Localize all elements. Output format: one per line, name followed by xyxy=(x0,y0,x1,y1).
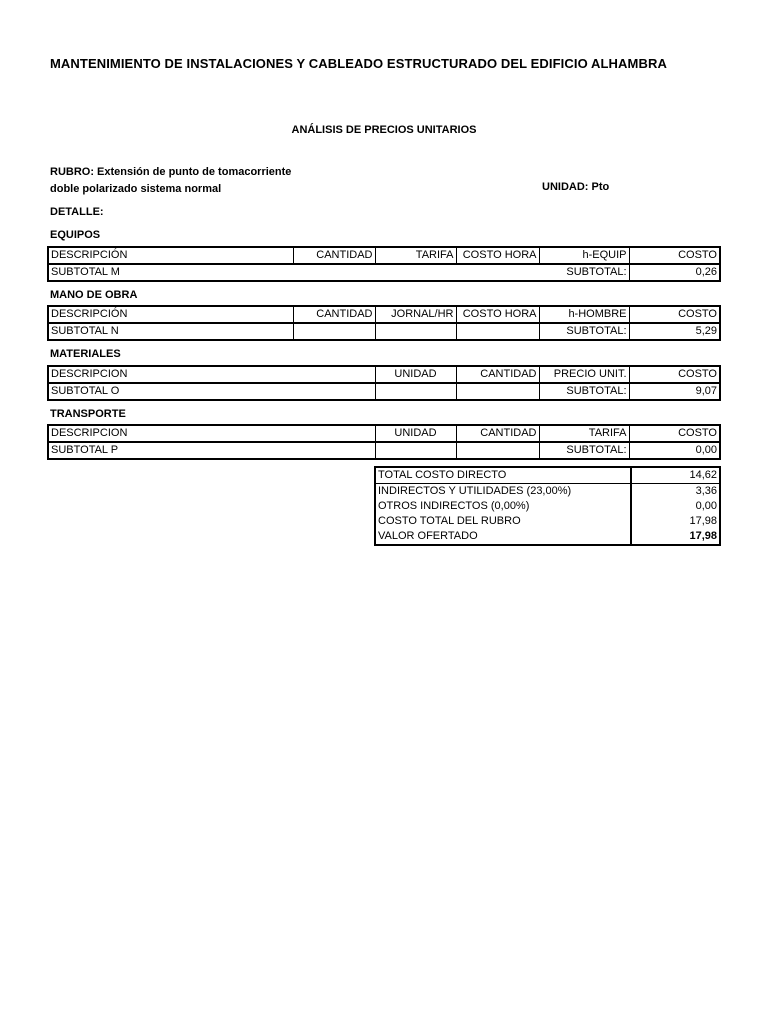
header-cell: UNIDAD xyxy=(375,366,456,383)
total-label: OTROS INDIRECTOS (0,00%) xyxy=(375,499,631,514)
rubro-unidad: UNIDAD: Pto xyxy=(542,181,610,193)
header-cell: DESCRIPCIÓN xyxy=(48,306,293,323)
subtotal-text: SUBTOTAL: xyxy=(539,442,629,459)
header-cell: COSTO xyxy=(629,425,720,442)
header-cell: CANTIDAD xyxy=(456,425,539,442)
header-cell: PRECIO UNIT. xyxy=(539,366,629,383)
mano-obra-table xyxy=(47,305,721,341)
total-row xyxy=(375,499,720,514)
equipos-table xyxy=(47,246,721,282)
subtotal-text: SUBTOTAL: xyxy=(539,264,629,281)
header-cell: COSTO xyxy=(629,247,720,264)
header-cell: CANTIDAD xyxy=(456,366,539,383)
subtotal-row xyxy=(48,264,720,281)
header-cell: CANTIDAD xyxy=(293,247,375,264)
header-cell: COSTO HORA xyxy=(456,306,539,323)
subtotal-value: 9,07 xyxy=(629,383,720,400)
subtotal-text: SUBTOTAL: xyxy=(539,323,629,340)
document-subtitle: ANÁLISIS DE PRECIOS UNITARIOS xyxy=(291,124,477,136)
header-cell: TARIFA xyxy=(539,425,629,442)
header-cell: DESCRIPCIÓN xyxy=(48,247,293,264)
total-label: INDIRECTOS Y UTILIDADES (23,00%) xyxy=(375,484,631,500)
total-label: TOTAL COSTO DIRECTO xyxy=(375,467,631,484)
header-cell: COSTO xyxy=(629,366,720,383)
totals-table xyxy=(374,466,721,546)
table-header-row xyxy=(48,247,720,264)
materiales-table xyxy=(47,365,721,401)
subtotal-label: SUBTOTAL P xyxy=(48,442,375,459)
header-cell: COSTO xyxy=(629,306,720,323)
transporte-title: TRANSPORTE xyxy=(50,408,126,420)
transporte-table xyxy=(47,424,721,460)
total-row xyxy=(375,484,720,500)
subtotal-label: SUBTOTAL M xyxy=(48,264,293,281)
subtotal-label: SUBTOTAL N xyxy=(48,323,293,340)
header-cell: TARIFA xyxy=(375,247,456,264)
total-row xyxy=(375,514,720,529)
subtotal-value: 0,26 xyxy=(629,264,720,281)
subtotal-row xyxy=(48,323,720,340)
subtotal-row xyxy=(48,442,720,459)
total-row xyxy=(375,467,720,484)
total-label: COSTO TOTAL DEL RUBRO xyxy=(375,514,631,529)
rubro-line-2: doble polarizado sistema normal xyxy=(50,183,222,195)
table-header-row xyxy=(48,306,720,323)
mano-obra-title: MANO DE OBRA xyxy=(50,289,138,301)
total-value: 14,62 xyxy=(631,467,720,484)
header-cell: UNIDAD xyxy=(375,425,456,442)
detalle-label: DETALLE: xyxy=(50,206,104,218)
header-cell: DESCRIPCION xyxy=(48,366,375,383)
subtotal-row xyxy=(48,383,720,400)
total-value: 0,00 xyxy=(631,499,720,514)
header-cell: DESCRIPCION xyxy=(48,425,375,442)
rubro-description xyxy=(50,164,291,198)
table-header-row xyxy=(48,366,720,383)
header-cell: CANTIDAD xyxy=(293,306,375,323)
total-row xyxy=(375,529,720,545)
header-cell: JORNAL/HR xyxy=(375,306,456,323)
subtotal-value: 0,00 xyxy=(629,442,720,459)
header-cell: h-HOMBRE xyxy=(539,306,629,323)
materiales-title: MATERIALES xyxy=(50,348,121,360)
total-value: 17,98 xyxy=(631,514,720,529)
subtotal-value: 5,29 xyxy=(629,323,720,340)
total-label: VALOR OFERTADO xyxy=(375,529,631,545)
equipos-title: EQUIPOS xyxy=(50,229,101,241)
subtotal-label: SUBTOTAL O xyxy=(48,383,375,400)
table-header-row xyxy=(48,425,720,442)
valor-ofertado-value: 17,98 xyxy=(631,529,720,545)
header-cell: h-EQUIP xyxy=(539,247,629,264)
total-value: 3,36 xyxy=(631,484,720,500)
header-cell: COSTO HORA xyxy=(456,247,539,264)
subtotal-text: SUBTOTAL: xyxy=(539,383,629,400)
document-title: MANTENIMIENTO DE INSTALACIONES Y CABLEADO ESTRUCTURADO DEL EDIFICIO ALHAMBRA xyxy=(50,56,667,71)
rubro-line-1: RUBRO: Extensión de punto de tomacorriente xyxy=(50,166,292,178)
